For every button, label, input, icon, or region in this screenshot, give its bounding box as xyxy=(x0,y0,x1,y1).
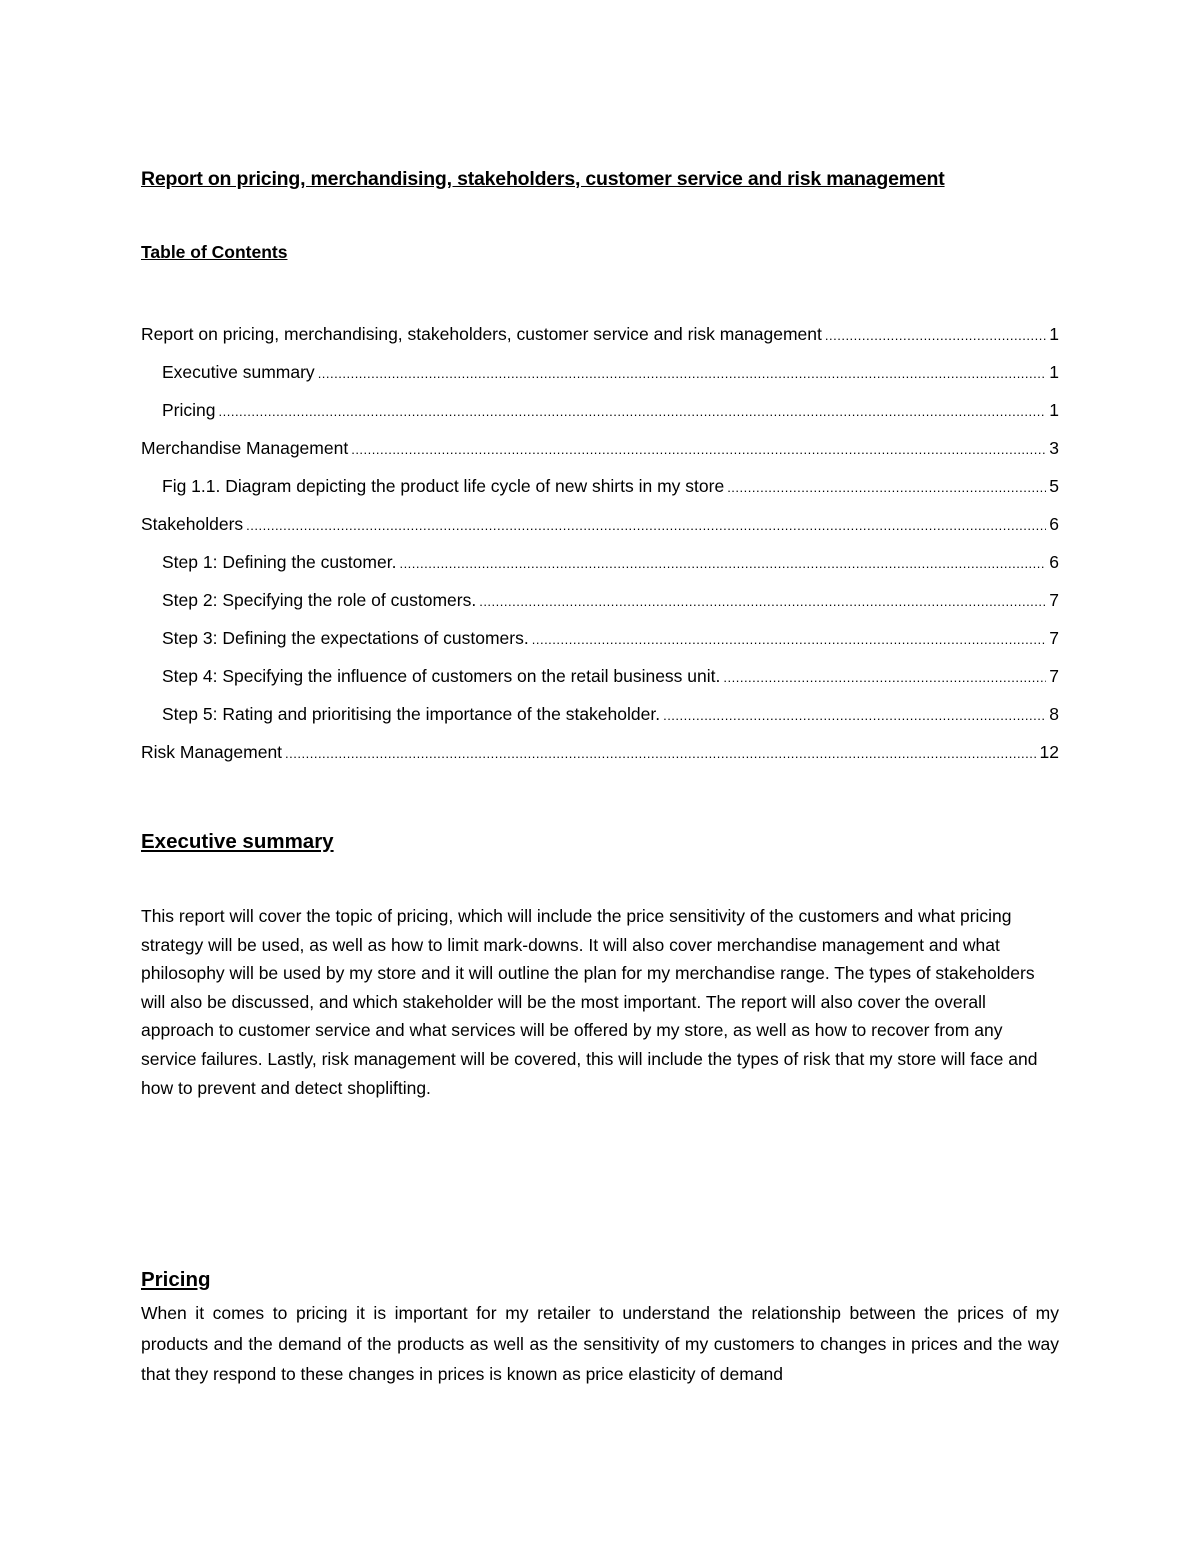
toc-entry-label: Step 4: Specifying the influence of customers on the retail business unit. xyxy=(162,666,721,686)
toc-entry-page-number: 12 xyxy=(1039,742,1059,762)
toc-dot-leader xyxy=(727,480,1046,495)
toc-dot-leader xyxy=(723,670,1046,685)
toc-heading: Table of Contents xyxy=(141,242,288,262)
toc-entry[interactable] xyxy=(141,666,1059,704)
toc-entry-page-number: 1 xyxy=(1049,324,1059,344)
toc-entry-label: Step 2: Specifying the role of customers. xyxy=(162,590,477,610)
toc-entry-page-number: 7 xyxy=(1049,666,1059,686)
toc-entry-page-number: 3 xyxy=(1049,438,1059,458)
toc-entry-label: Merchandise Management xyxy=(141,438,349,458)
toc-entry[interactable] xyxy=(141,476,1059,514)
toc-entry-label: Executive summary xyxy=(162,362,315,382)
toc-entry-label: Risk Management xyxy=(141,742,283,762)
table-of-contents xyxy=(141,324,1059,780)
toc-dot-leader xyxy=(532,632,1047,647)
toc-entry-label: Step 1: Defining the customer. xyxy=(162,552,397,572)
document-title: Report on pricing, merchandising, stakeholders, customer service and risk management xyxy=(141,168,945,190)
toc-entry-page-number: 5 xyxy=(1049,476,1059,496)
toc-dot-leader xyxy=(351,442,1046,457)
toc-dot-leader xyxy=(285,746,1036,761)
pricing-paragraph: When it comes to pricing it is important for my retailer to understand the relationship between the prices of my products and the demand of the products as well as the sensitivity of my customers to changes in prices and the way that they respond to these changes in prices is known as price elasticity of demand xyxy=(141,1303,1059,1384)
toc-entry[interactable] xyxy=(141,704,1059,742)
toc-dot-leader xyxy=(219,404,1047,419)
toc-entry-page-number: 1 xyxy=(1049,362,1059,382)
toc-entry-page-number: 1 xyxy=(1049,400,1059,420)
toc-entry-label: Stakeholders xyxy=(141,514,244,534)
toc-entry-page-number: 6 xyxy=(1049,552,1059,572)
toc-entry[interactable] xyxy=(141,362,1059,400)
toc-entry[interactable] xyxy=(141,590,1059,628)
toc-dot-leader xyxy=(318,366,1047,381)
toc-entry-label: Fig 1.1. Diagram depicting the product life cycle of new shirts in my store xyxy=(162,476,725,496)
toc-dot-leader xyxy=(663,708,1046,723)
toc-entry-page-number: 7 xyxy=(1049,590,1059,610)
toc-entry[interactable] xyxy=(141,628,1059,666)
toc-entry-page-number: 7 xyxy=(1049,628,1059,648)
toc-dot-leader xyxy=(246,518,1046,533)
toc-entry[interactable] xyxy=(141,742,1059,780)
toc-entry[interactable] xyxy=(141,438,1059,476)
executive-summary-paragraph: This report will cover the topic of pricing, which will include the price sensitivity of the customers and what pricing strategy will be used, as well as how to limit mark-downs. It will also cover merchandise management and what philosophy will be used by my store and it will outline the plan for my merchandise range. The types of stakeholders will also be discussed, and which stakeholder will be the most important. The report will also cover the overall approach to customer service and what services will be offered by my store, as well as how to recover from any service failures. Lastly, risk management will be covered, this will include the types of risk that my store will face and how to prevent and detect shoplifting. xyxy=(141,906,1038,1098)
toc-entry-page-number: 6 xyxy=(1049,514,1059,534)
executive-summary-heading: Executive summary xyxy=(141,830,334,853)
pricing-heading: Pricing xyxy=(141,1268,211,1291)
toc-entry-label: Step 3: Defining the expectations of customers. xyxy=(162,628,529,648)
toc-dot-leader xyxy=(825,328,1046,343)
toc-dot-leader xyxy=(479,594,1046,609)
toc-entry-label: Pricing xyxy=(162,400,216,420)
toc-entry[interactable] xyxy=(141,514,1059,552)
toc-entry[interactable] xyxy=(141,400,1059,438)
toc-entry-label: Step 5: Rating and prioritising the importance of the stakeholder. xyxy=(162,704,661,724)
toc-dot-leader xyxy=(399,556,1046,571)
toc-entry[interactable] xyxy=(141,324,1059,362)
toc-entry-label: Report on pricing, merchandising, stakeholders, customer service and risk management xyxy=(141,324,822,344)
toc-entry-page-number: 8 xyxy=(1049,704,1059,724)
toc-entry[interactable] xyxy=(141,552,1059,590)
